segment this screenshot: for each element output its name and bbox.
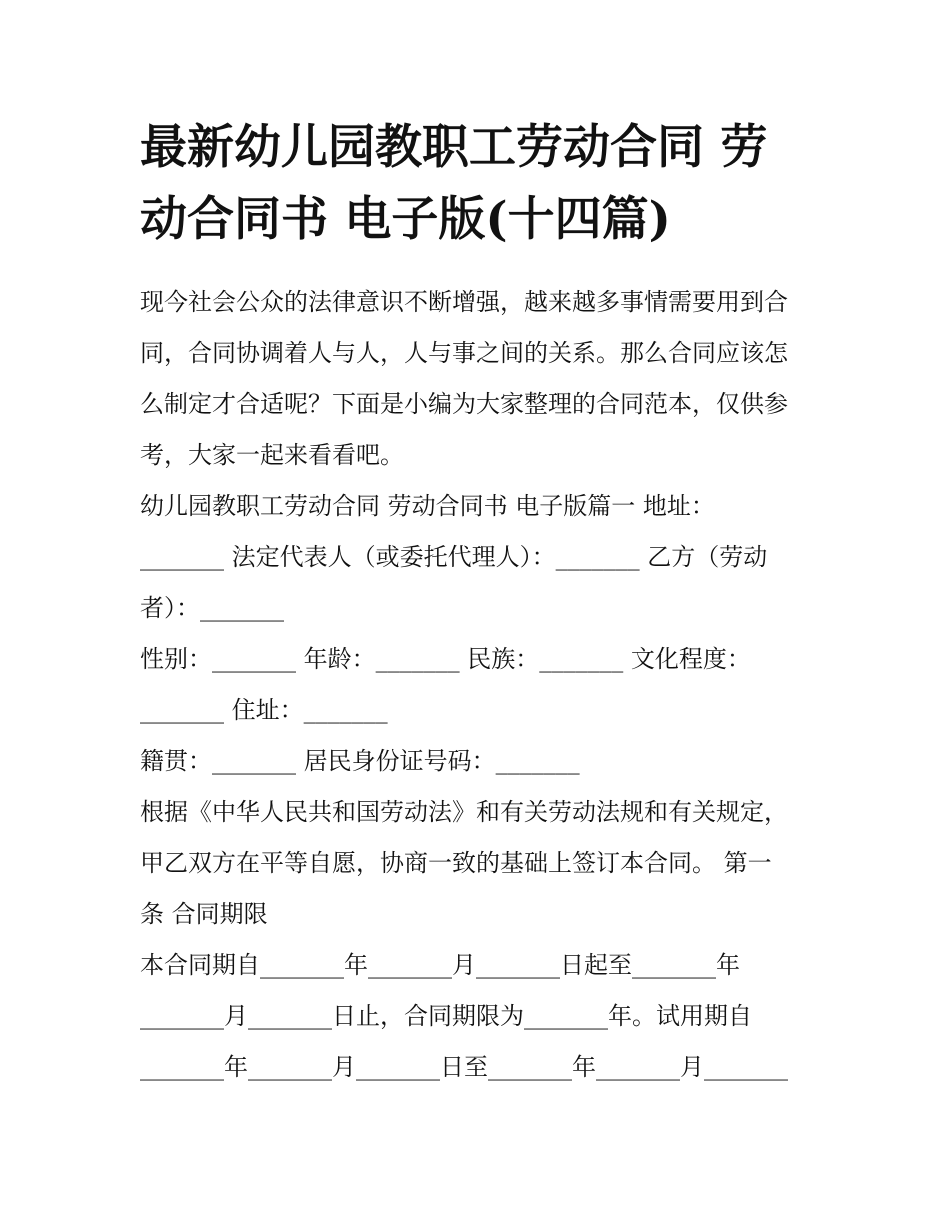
term-line-2: _______月_______日止，合同期限为_______年。试用期自 <box>140 1002 752 1030</box>
term-line-3: _______年_______月_______日至_______年_______月_______ <box>140 1053 788 1081</box>
article-heading: 条 合同期限 <box>140 900 268 928</box>
preamble-line-1: 根据《中华人民共和国劳动法》和有关劳动法规和有关规定， <box>140 798 788 826</box>
personal-info-line-3: 籍贯：_______ 居民身份证号码：_______ <box>140 747 580 775</box>
intro-line-4: 考，大家一起来看看吧。 <box>140 441 404 469</box>
personal-info-line-1: 性别：_______ 年龄：_______ 民族：_______ 文化程度： <box>140 645 751 673</box>
section-heading-line: 幼儿园教职工劳动合同 劳动合同书 电子版篇一 地址： <box>140 492 715 520</box>
personal-info-line-2: _______ 住址：_______ <box>140 696 388 724</box>
term-line-1: 本合同期自_______年_______月_______日起至_______年 <box>140 951 740 979</box>
preamble-line-2: 甲乙双方在平等自愿，协商一致的基础上签订本合同。 第一 <box>140 849 772 877</box>
title-line-1: 最新幼儿园教职工劳动合同 劳 <box>140 120 768 175</box>
intro-line-2: 同，合同协调着人与人，人与事之间的关系。那么合同应该怎 <box>140 339 788 367</box>
intro-line-1: 现今社会公众的法律意识不断增强，越来越多事情需要用到合 <box>140 288 788 316</box>
party-line-2: 者）：_______ <box>140 594 284 622</box>
intro-line-3: 么制定才合适呢？下面是小编为大家整理的合同范本，仅供参 <box>140 390 788 418</box>
document-title <box>140 112 820 256</box>
party-line-1: _______ 法定代表人（或委托代理人）：_______ 乙方（劳动 <box>140 543 768 571</box>
title-line-2: 动合同书 电子版(十四篇) <box>140 192 671 247</box>
